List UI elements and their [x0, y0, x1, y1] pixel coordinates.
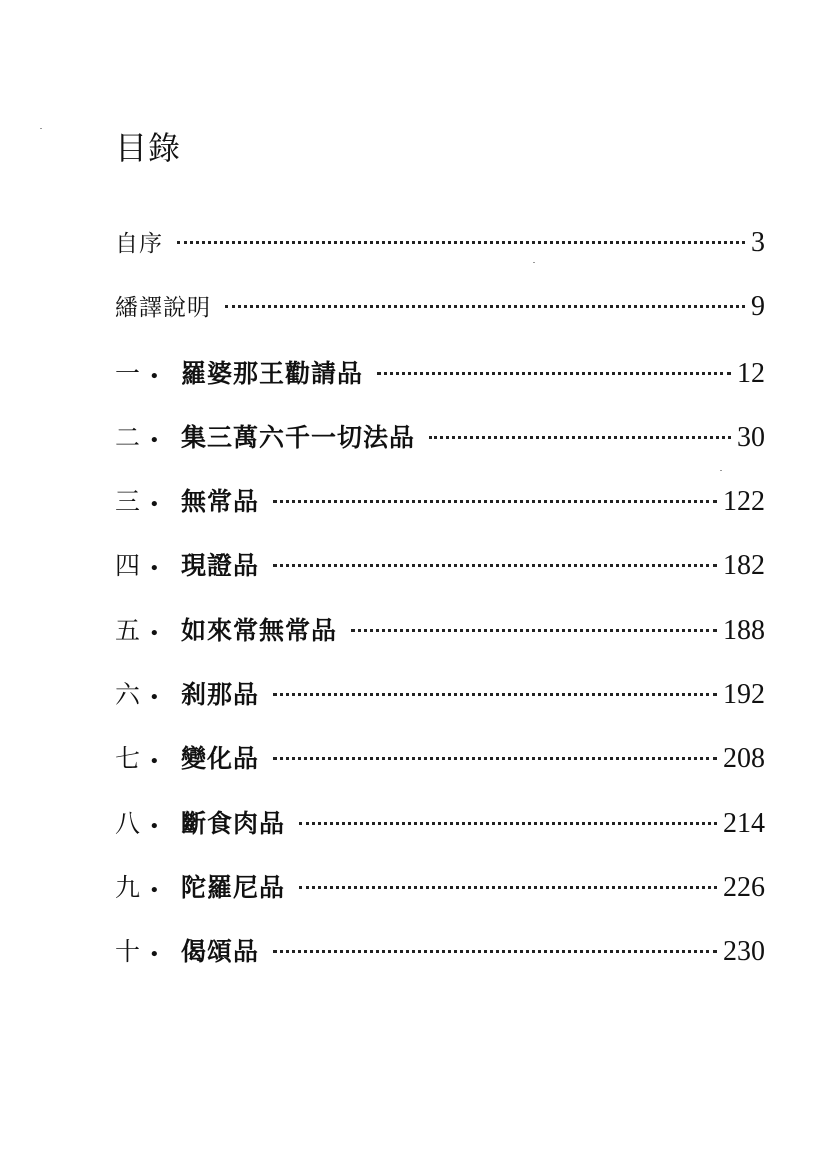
chapter-number: 八 [115, 808, 141, 838]
bullet: • [149, 879, 160, 901]
toc-entry-page: 214 [723, 807, 765, 839]
bullet: • [149, 687, 160, 709]
toc-entry-name: 變化品 [181, 744, 260, 774]
toc-entry-page: 188 [723, 614, 765, 646]
toc-entry-name: 刹那品 [181, 680, 260, 710]
chapter-number: 七 [115, 744, 141, 774]
toc-entry-name: 集三萬六千一切法品 [181, 422, 416, 452]
dot-leader [273, 950, 717, 953]
toc-entry-name: 偈頌品 [181, 937, 260, 967]
toc-entry-chapter-7[interactable] [115, 739, 765, 803]
dot-leader [299, 886, 717, 889]
toc-entry-chapter-8[interactable] [115, 804, 765, 868]
toc-entry-page: 208 [723, 743, 765, 775]
toc-entry-chapter-9[interactable] [115, 868, 765, 932]
bullet: • [149, 751, 160, 773]
dot-leader [273, 564, 717, 567]
toc-entry-name: 自序 [115, 231, 163, 257]
dot-leader [225, 305, 745, 308]
scan-speck [533, 262, 535, 263]
toc-entry-chapter-2[interactable] [115, 418, 765, 482]
chapter-number: 四 [115, 551, 141, 581]
toc-entry-name: 現證品 [181, 551, 260, 581]
chapter-number: 二 [115, 422, 141, 452]
chapter-number: 十 [115, 937, 141, 967]
toc-entry-page: 192 [723, 679, 765, 711]
bullet: • [149, 622, 160, 644]
toc-entry-page: 12 [737, 357, 765, 389]
bullet: • [149, 429, 160, 451]
dot-leader [273, 500, 717, 503]
chapter-number: 一 [115, 358, 141, 388]
toc-entry-translation-notes[interactable] [115, 289, 765, 353]
toc-entry-name: 斷食肉品 [181, 808, 286, 838]
bullet: • [149, 944, 160, 966]
dot-leader [429, 436, 731, 439]
toc-entry-page: 122 [723, 486, 765, 518]
toc-list [115, 225, 765, 997]
dot-leader [177, 241, 745, 244]
dot-leader [299, 822, 717, 825]
toc-entry-page: 226 [723, 871, 765, 903]
toc-title: 目錄 [115, 129, 182, 167]
dot-leader [273, 757, 717, 760]
toc-entry-name: 如來常無常品 [181, 615, 338, 645]
toc-entry-page: 182 [723, 550, 765, 582]
toc-entry-preface[interactable] [115, 225, 765, 289]
chapter-number: 五 [115, 615, 141, 645]
toc-entry-chapter-6[interactable] [115, 675, 765, 739]
toc-entry-chapter-5[interactable] [115, 611, 765, 675]
scan-speck [720, 470, 722, 471]
toc-entry-page: 3 [751, 227, 765, 258]
toc-entry-name: 羅婆那王勸請品 [181, 358, 364, 388]
toc-entry-page: 230 [723, 936, 765, 968]
toc-entry-name: 繙譯說明 [115, 295, 211, 322]
bullet: • [149, 558, 160, 580]
dot-leader [377, 372, 731, 375]
chapter-number: 三 [115, 487, 141, 517]
toc-entry-name: 陀羅尼品 [181, 872, 286, 902]
bullet: • [149, 815, 160, 837]
dot-leader [351, 629, 717, 632]
toc-entry-chapter-3[interactable] [115, 482, 765, 546]
bullet: • [149, 494, 160, 516]
chapter-number: 九 [115, 872, 141, 902]
chapter-number: 六 [115, 680, 141, 710]
toc-entry-chapter-4[interactable] [115, 546, 765, 610]
toc-entry-chapter-10[interactable] [115, 932, 765, 996]
toc-entry-chapter-1[interactable] [115, 354, 765, 418]
dot-leader [273, 693, 717, 696]
toc-entry-page: 30 [737, 421, 765, 453]
bullet: • [149, 365, 160, 387]
toc-entry-name: 無常品 [181, 487, 260, 517]
scan-speck [40, 128, 42, 129]
toc-entry-page: 9 [751, 291, 765, 323]
